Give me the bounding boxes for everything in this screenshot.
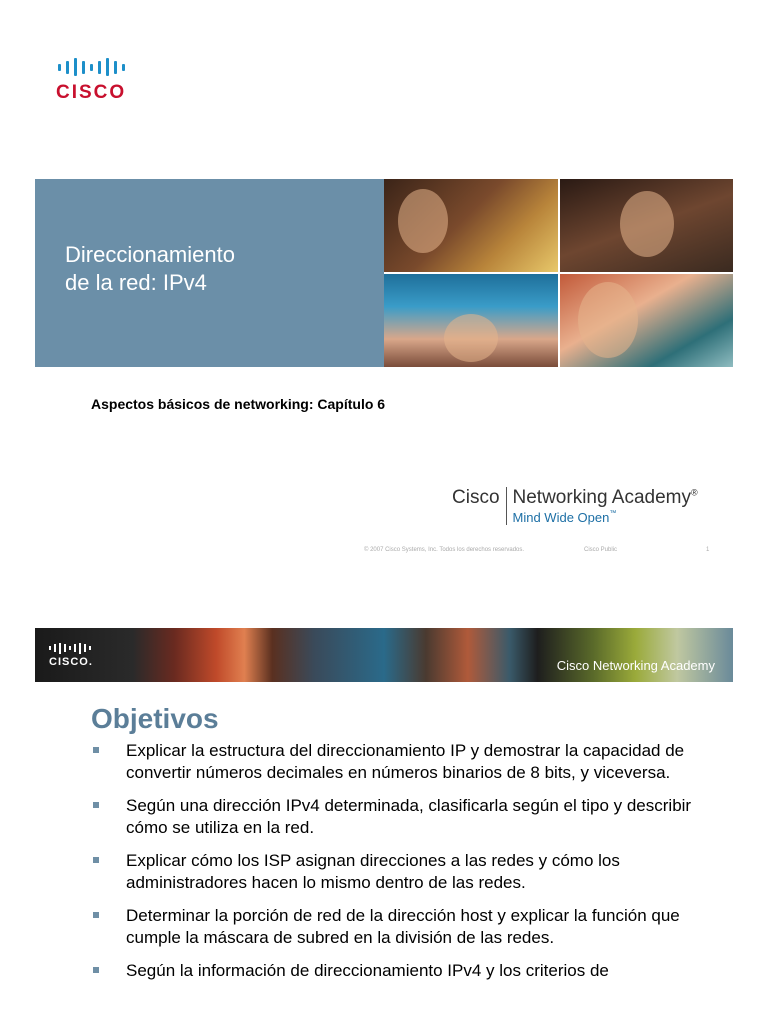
cisco-wordmark: CISCO: [56, 82, 127, 103]
objective-item: Explicar la estructura del direccionamiento IP y demostrar la capacidad de convertir números decimales en números binarios de 8 bits, y viceversa.: [91, 740, 701, 784]
banner-photo-grid: [384, 179, 733, 367]
academy-name: [513, 487, 698, 509]
objective-item: Según una dirección IPv4 determinada, clasificarla según el tipo y describir cómo se utiliza en la red.: [91, 795, 701, 839]
header-strip: [35, 628, 733, 682]
strip-cisco-bars-icon: [49, 642, 93, 654]
academy-tagline-text: Mind Wide Open: [512, 510, 610, 525]
trademark-mark: ™: [609, 510, 617, 517]
strip-academy-title: Cisco Networking Academy: [556, 658, 715, 673]
photo-hooded-girl: [384, 274, 558, 367]
chapter-subtitle: Aspectos básicos de networking: Capítulo 6: [91, 396, 386, 412]
registered-mark: ®: [690, 487, 698, 498]
academy-tagline: [513, 510, 698, 525]
objective-item: Determinar la porción de red de la dirección host y explicar la función que cumple la máscara de subred en la división de las redes.: [91, 905, 701, 949]
academy-name-text: Networking Academy: [512, 487, 691, 508]
academy-cisco-word: Cisco: [452, 487, 507, 525]
photo-smiling-woman: [560, 274, 734, 367]
photo-young-man: [384, 179, 558, 272]
objective-item: Según la información de direccionamiento IPv4 y los criterios de: [91, 960, 701, 982]
photo-man-smiling: [560, 179, 734, 272]
slide-title: [65, 241, 235, 297]
footer-classification: Cisco Public: [584, 547, 618, 553]
cisco-logo: [56, 56, 146, 104]
objectives-title: Objetivos: [91, 703, 219, 734]
slide-title-line2: de la red: IPv4: [65, 270, 207, 295]
objective-item: Explicar cómo los ISP asignan direcciones a las redes y cómo los administradores hacen lo mismo dentro de las redes.: [91, 850, 701, 894]
cisco-bars-icon: [58, 56, 146, 78]
title-banner: [35, 179, 733, 367]
slide-title-line1: Direccionamiento: [65, 242, 235, 267]
footer-page-number: 1: [706, 547, 710, 553]
banner-title-panel: [35, 179, 384, 367]
networking-academy-logo: [452, 487, 698, 525]
footer-copyright: © 2007 Cisco Systems, Inc. Todos los derechos reservados.: [364, 547, 525, 553]
strip-cisco-logo: [49, 642, 93, 668]
objectives-list: [91, 740, 701, 993]
strip-cisco-wordmark: CISCO.: [49, 656, 93, 668]
